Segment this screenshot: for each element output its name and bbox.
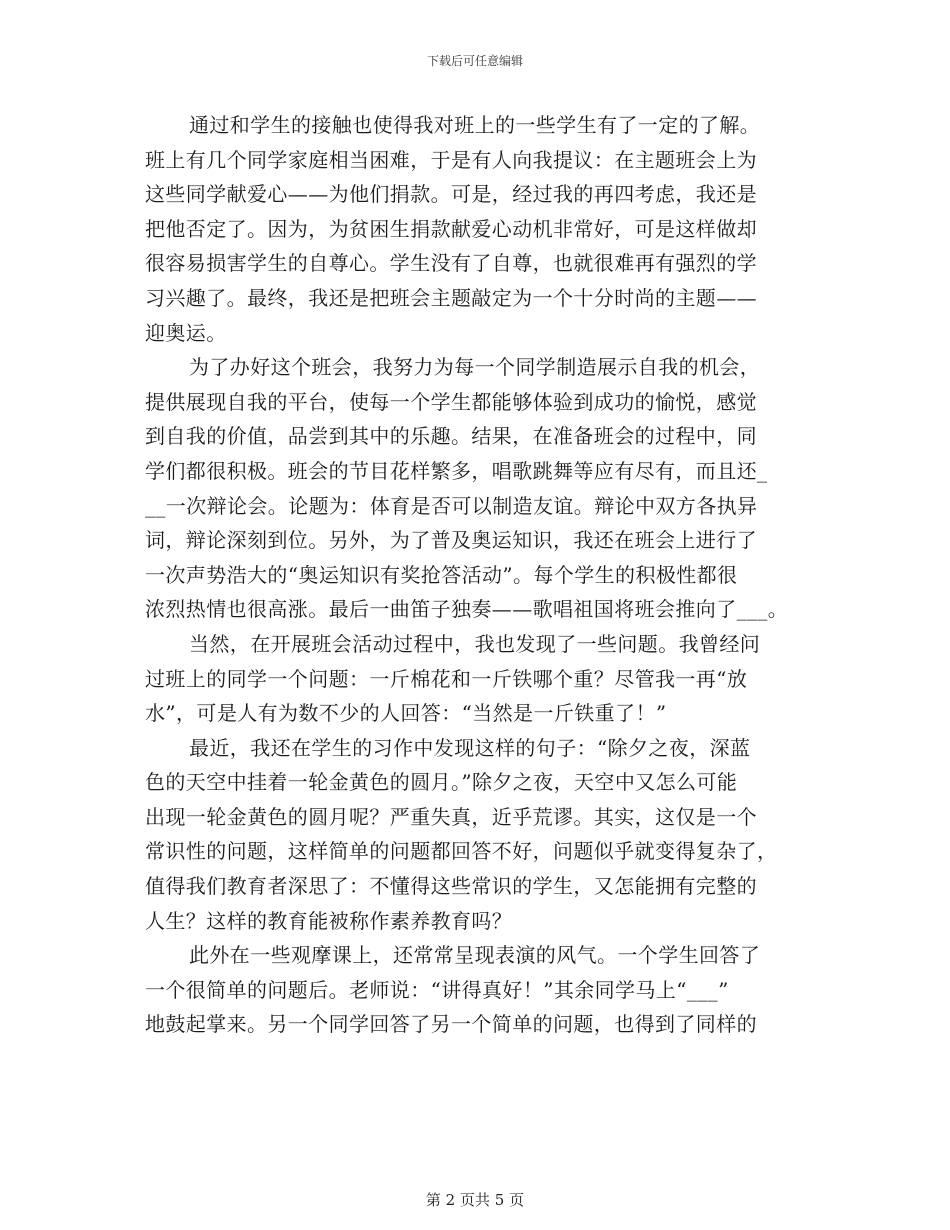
text-line: 一次声势浩大的“奥运知识有奖抢答活动”。每个学生的积极性都很 <box>145 562 738 587</box>
page-header: 下载后可任意编辑 <box>426 54 523 68</box>
text-line: 最近，我还在学生的习作中发现这样的句子：“除夕之夜，深蓝 <box>189 735 751 760</box>
text-line: 把他否定了。因为，为贫困生捐款献爱心动机非常好，可是这样做却 <box>145 216 757 241</box>
text-line: 提供展现自我的平台，使每一个学生都能够体验到成功的愉悦，感觉 <box>145 389 757 414</box>
text-line: 当然，在开展班会活动过程中，我也发现了一些问题。我曾经问 <box>189 631 761 656</box>
text-line: 常识性的问题，这样简单的问题都回答不好，问题似乎就变得复杂了， <box>145 839 778 864</box>
text-line: 为了办好这个班会，我努力为每一个同学制造展示自我的机会， <box>189 355 761 380</box>
text-line: 地鼓起掌来。另一个同学回答了另一个简单的问题，也得到了同样的 <box>145 1012 757 1037</box>
text-line: 过班上的同学一个问题：一斤棉花和一斤铁哪个重？尽管我一再“放 <box>145 666 748 691</box>
text-line: 学们都很积极。班会的节目花样繁多，唱歌跳舞等应有尽有，而且还_ <box>145 458 768 483</box>
text-line: 这些同学献爱心——为他们捐款。可是，经过我的再四考虑，我还是 <box>145 182 757 207</box>
text-line: 色的天空中挂着一轮金黄色的圆月。”除夕之夜，天空中又怎么可能 <box>145 770 738 795</box>
page-footer: 第 2 页共 5 页 <box>425 1191 525 1209</box>
text-line: 词，辩论深刻到位。另外，为了普及奥运知识，我还在班会上进行了 <box>145 528 757 553</box>
text-line: 班上有几个同学家庭相当困难，于是有人向我提议：在主题班会上为 <box>145 147 757 172</box>
text-line: 很容易损害学生的自尊心。学生没有了自尊，也就很难再有强烈的学 <box>145 251 757 276</box>
text-line: 值得我们教育者深思了：不懂得这些常识的学生，又怎能拥有完整的 <box>145 874 757 899</box>
text-line: 出现一轮金黄色的圆月呢？严重失真，近乎荒谬。其实，这仅是一个 <box>145 804 757 829</box>
text-line: 习兴趣了。最终，我还是把班会主题敲定为一个十分时尚的主题—— <box>145 285 757 310</box>
text-line: 浓烈热情也很高涨。最后一曲笛子独奏——歌唱祖国将班会推向了___。 <box>145 597 789 622</box>
text-line: 迎奥运。 <box>145 320 227 345</box>
text-line: __一次辩论会。论题为：体育是否可以制造友谊。辩论中双方各执异 <box>145 493 758 518</box>
document-body <box>145 108 815 1042</box>
text-line: 人生？这样的教育能被称作素养教育吗？ <box>145 908 513 933</box>
text-line: 通过和学生的接触也使得我对班上的一些学生有了一定的了解。 <box>189 113 761 137</box>
text-line: 此外在一些观摩课上，还常常呈现表演的风气。一个学生回答了 <box>189 943 761 968</box>
text-line: 水”，可是人有为数不少的人回答：“当然是一斤铁重了！” <box>145 701 667 726</box>
text-line: 一个很简单的问题后。老师说：“讲得真好！”其余同学马上“___” <box>145 977 729 1002</box>
text-line: 到自我的价值，品尝到其中的乐趣。结果，在准备班会的过程中，同 <box>145 424 757 449</box>
